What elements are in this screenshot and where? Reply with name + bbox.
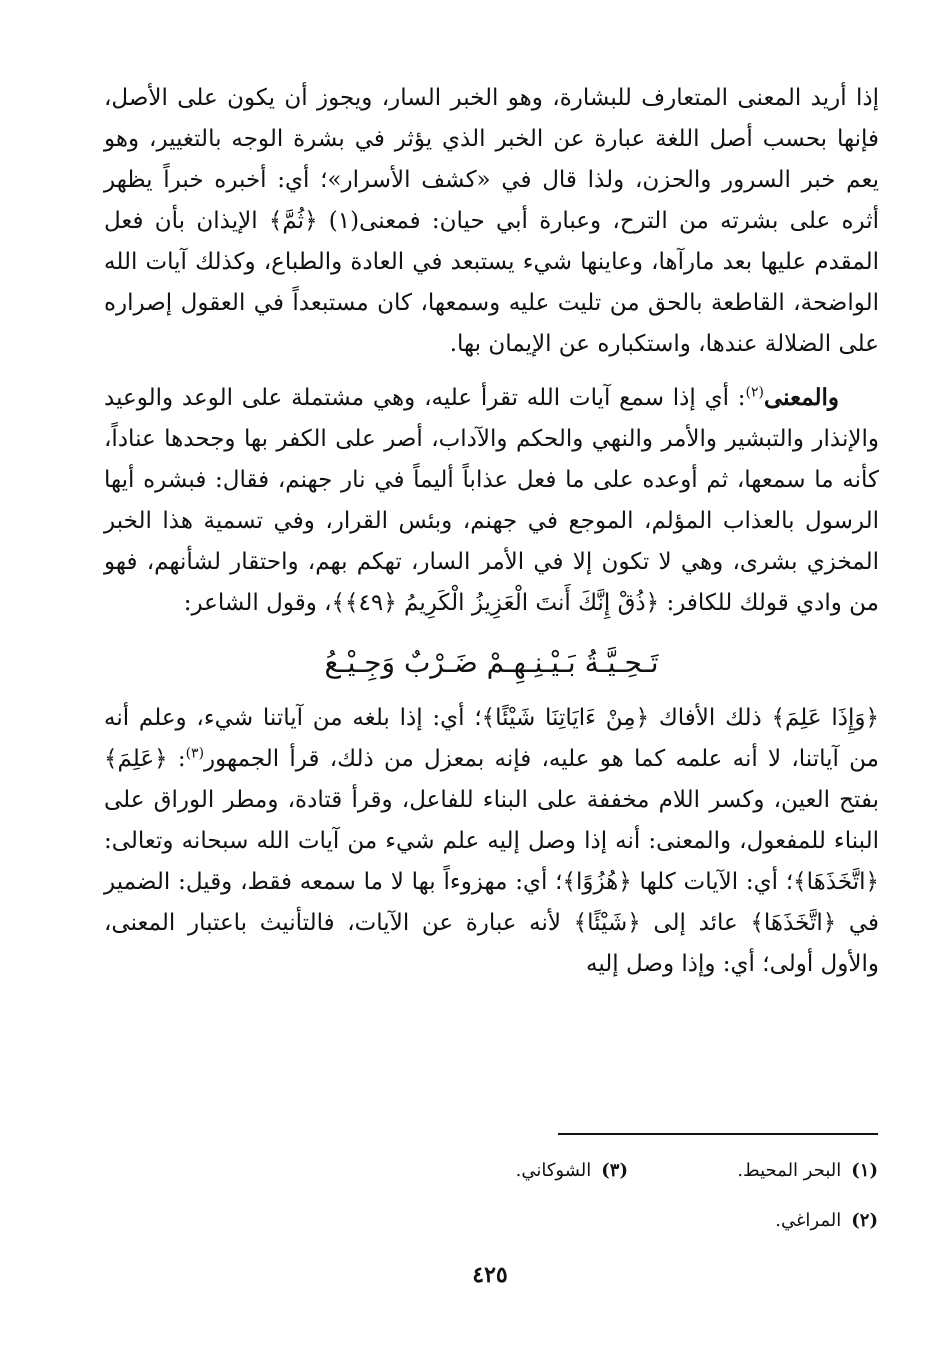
paragraph-2 xyxy=(104,377,879,624)
paragraph-3 xyxy=(104,698,879,985)
footnote-3 xyxy=(378,1146,628,1196)
footnote-divider xyxy=(558,1133,878,1135)
paragraph-1-text: إذا أريد المعنى المتعارف للبشارة، وهو الخبر السار، ويجوز أن يكون على الأصل، فإنها بحسب أصل اللغة عبارة عن الخبر الذي يؤثر في بشرة الوجه بالتغيير، وهو يعم خبر السرور والحزن، ولذا قال في «كشف الأسرار»؛ أي: أخبره خبراً يظهر أثره على بشرته من الترح، وعبارة أبي حيان: فمعنى(١) ﴿ثُمَّ﴾ الإيذان بأن فعل المقدم عليها بعد مارآها، وعاينها شيء يستبعد في العادة والطباع، وكذلك آيات الله الواضحة، القاطعة بالحق من تليت عليه وسمعها، كان مستبعداً في العقول إصراره على الضلالة عندها، واستكباره عن الإيمان بها. xyxy=(104,85,879,357)
page-number: ٤٢٥ xyxy=(472,1262,508,1288)
main-text xyxy=(104,78,879,985)
footnote-3-number: (٣) xyxy=(601,1160,628,1181)
paragraph-2-text: : أي إذا سمع آيات الله تقرأ عليه، وهي مشتملة على الوعد والوعيد والإنذار والتبشير والأمر والنهي والحكم والآداب، أصر على الكفر بها وجحدها عناداً، كأنه ما سمعها، ثم أوعده على ما فعل عذاباً أليماً في نار جهنم، فقال: فبشره أيها الرسول بالعذاب المؤلم، الموجع في جهنم، وبئس القرار، وفي تسمية هذا الخبر المخزي بشرى، وهي لا تكون إلا في الأمر السار، تهكم بهم، واحتقار لشأنهم، فهو من وادي قولك للكافر: ﴿ذُقْ إِنَّكَ أَنتَ الْعَزِيزُ الْكَرِيمُ ﴿٤٩﴾﴾، وقول الشاعر: xyxy=(104,385,879,616)
footnote-2-text: المراغي. xyxy=(775,1210,842,1231)
footnote-1 xyxy=(628,1146,878,1196)
footnote-2 xyxy=(628,1196,878,1246)
footnote-2-number: (٢) xyxy=(851,1210,878,1231)
footnote-3-text: الشوكاني. xyxy=(515,1160,592,1181)
paragraph-1 xyxy=(104,78,879,365)
footnote-1-text: البحر المحيط. xyxy=(737,1160,842,1181)
paragraph-2-lead: والمعنى xyxy=(763,384,839,411)
footnote-ref-3: (٣) xyxy=(185,745,205,762)
poetry-verse: تَـحِـيَّـةُ بَـيْـنِـهِـمْ ضَـرْبٌ وَجِـيْـعُ xyxy=(324,646,659,679)
paragraph-3-text-b: : ﴿عَلِمَ﴾ بفتح العين، وكسر اللام مخففة على البناء للفاعل، وقرأ قتادة، ومطر الوراق على البناء للمفعول، والمعنى: أنه إذا وصل إليه علم شيء من آيات الله سبحانه وتعالى: ﴿اتَّخَذَهَا﴾؛ أي: الآيات كلها ﴿هُزُوًا﴾؛ أي: مهزوءاً بها لا ما سمعه فقط، وقيل: الضمير في ﴿اتَّخَذَهَا﴾ عائد إلى ﴿شَيْئًا﴾ لأنه عبارة عن الآيات، فالتأنيث باعتبار المعنى، والأول أولى؛ أي: وإذا وصل إليه xyxy=(104,746,879,977)
paragraph-3-text-a: ﴿وَإِذَا عَلِمَ﴾ ذلك الأفاك ﴿مِنْ ءَايَاتِنَا شَيْئًا﴾؛ أي: إذا بلغه من آياتنا شيء، وعلم أنه من آياتنا، لا أنه علمه كما هو عليه، فإنه بمعزل من ذلك، قرأ الجمهور xyxy=(104,705,879,772)
footnote-row xyxy=(300,1196,878,1246)
footnote-ref-2: (٢) xyxy=(745,384,764,401)
footnote-1-number: (١) xyxy=(851,1160,878,1181)
footnote-row xyxy=(300,1146,878,1196)
footnotes xyxy=(300,1146,878,1246)
